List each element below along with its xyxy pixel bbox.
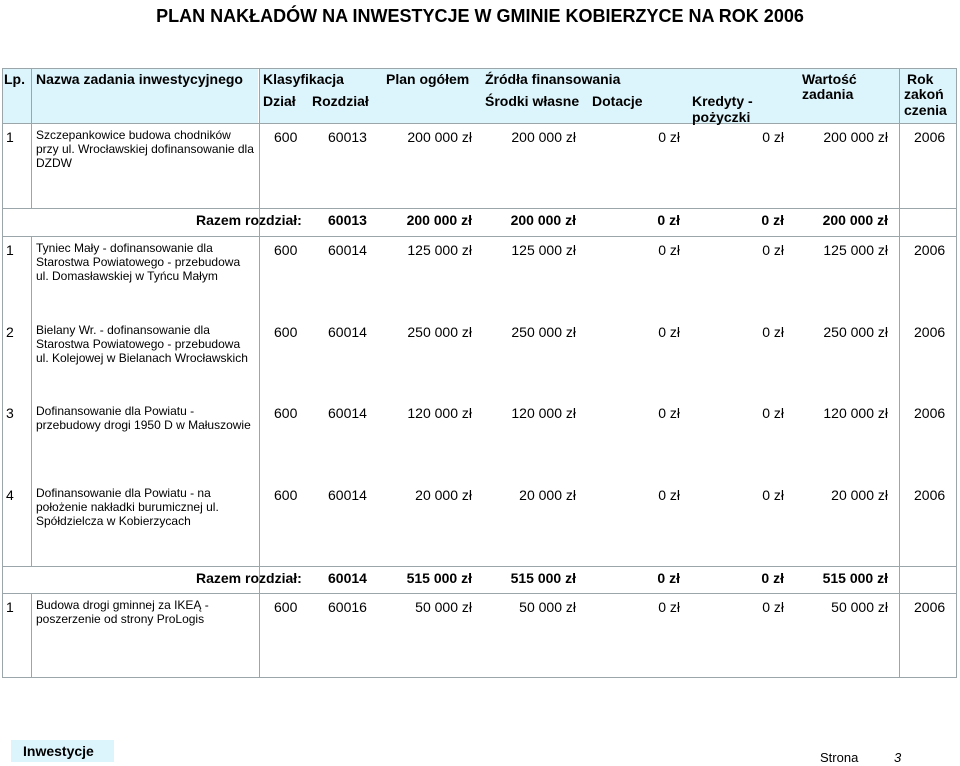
total-dotacje: 0 zł	[657, 570, 680, 586]
row-rozdzial: 60016	[328, 599, 367, 615]
row-plan: 50 000 zł	[415, 599, 472, 615]
row-dzial: 600	[274, 324, 298, 340]
grid-line	[2, 123, 957, 124]
total-plan: 200 000 zł	[406, 212, 472, 228]
row-srodki: 200 000 zł	[511, 129, 576, 145]
row-dotacje: 0 zł	[658, 242, 680, 258]
row-rozdzial: 60014	[328, 487, 367, 503]
header-wartosc-1: Wartość	[802, 71, 857, 87]
total-rozdzial: 60013	[328, 212, 367, 228]
row-dzial: 600	[274, 405, 298, 421]
page-number: 3	[894, 750, 902, 765]
sheet-tab-inwestycje[interactable]: Inwestycje	[11, 740, 114, 762]
row-name: Bielany Wr. - dofinansowanie dla Starostwa Powiatowego - przebudowa ul. Kolejowej w Bielanach Wrocławskich	[36, 323, 248, 365]
row-wartosc: 120 000 zł	[823, 405, 888, 421]
row-lp: 1	[6, 242, 14, 258]
header-rok-1: Rok	[907, 71, 934, 87]
grid-line	[2, 593, 957, 594]
row-wartosc: 250 000 zł	[823, 324, 888, 340]
row-name: Budowa drogi gminnej za IKEĄ - poszerzenie od strony ProLogis	[36, 598, 209, 626]
row-name: Dofinansowanie dla Powiatu - na położenie nakładki burumicznej ul. Spółdzielcza w Kobierzycach	[36, 486, 219, 528]
row-kredyty: 0 zł	[762, 487, 784, 503]
row-kredyty: 0 zł	[762, 599, 784, 615]
grid-line	[2, 236, 957, 237]
row-rozdzial: 60014	[328, 324, 367, 340]
row-kredyty: 0 zł	[762, 405, 784, 421]
row-lp: 2	[6, 324, 14, 340]
row-plan: 200 000 zł	[407, 129, 472, 145]
page-label: Strona	[820, 750, 859, 765]
row-dotacje: 0 zł	[658, 487, 680, 503]
grid-line	[2, 566, 957, 567]
row-dzial: 600	[274, 242, 298, 258]
header-lp: Lp.	[4, 71, 25, 87]
grid-line	[31, 236, 32, 566]
investment-table	[2, 68, 957, 678]
row-kredyty: 0 zł	[762, 129, 784, 145]
total-srodki: 200 000 zł	[510, 212, 576, 228]
row-srodki: 125 000 zł	[511, 242, 576, 258]
row-plan: 120 000 zł	[407, 405, 472, 421]
row-kredyty: 0 zł	[762, 324, 784, 340]
row-kredyty: 0 zł	[762, 242, 784, 258]
row-srodki: 50 000 zł	[519, 599, 576, 615]
total-wartosc: 200 000 zł	[822, 212, 888, 228]
row-name: Dofinansowanie dla Powiatu - przebudowy drogi 1950 D w Małuszowie	[36, 404, 251, 432]
header-wartosc-2: zadania	[802, 86, 854, 102]
row-wartosc: 20 000 zł	[831, 487, 888, 503]
row-rozdzial: 60014	[328, 405, 367, 421]
header-kredyty-1: Kredyty -	[692, 93, 753, 109]
grid-line	[2, 208, 957, 209]
total-rozdzial: 60014	[328, 570, 367, 586]
header-kredyty-2: pożyczki	[692, 109, 751, 125]
row-wartosc: 200 000 zł	[823, 129, 888, 145]
header-klasyfikacja: Klasyfikacja	[263, 71, 344, 87]
grid-line	[2, 68, 957, 69]
row-rok: 2006	[914, 599, 946, 615]
row-dotacje: 0 zł	[658, 599, 680, 615]
header-zrodla: Źródła finansowania	[485, 71, 621, 87]
total-dotacje: 0 zł	[657, 212, 680, 228]
row-dzial: 600	[274, 129, 298, 145]
row-rok: 2006	[914, 324, 946, 340]
header-dotacje: Dotacje	[592, 93, 643, 109]
grid-line	[31, 593, 32, 678]
grid-line	[899, 68, 900, 678]
row-plan: 20 000 zł	[415, 487, 472, 503]
header-name: Nazwa zadania inwestycyjnego	[36, 71, 243, 87]
grid-line	[259, 68, 260, 678]
grid-line	[956, 68, 957, 678]
header-rok-3: czenia	[904, 102, 947, 118]
header-srodki: Środki własne	[485, 93, 580, 109]
total-label: Razem rozdział:	[196, 570, 302, 586]
row-rozdzial: 60014	[328, 242, 367, 258]
row-rok: 2006	[914, 242, 946, 258]
row-wartosc: 125 000 zł	[823, 242, 888, 258]
row-plan: 125 000 zł	[407, 242, 472, 258]
total-wartosc: 515 000 zł	[822, 570, 888, 586]
total-plan: 515 000 zł	[406, 570, 472, 586]
total-label: Razem rozdział:	[196, 212, 302, 228]
row-lp: 1	[6, 599, 14, 615]
header-dzial: Dział	[263, 93, 296, 109]
row-srodki: 250 000 zł	[511, 324, 576, 340]
grid-line	[31, 68, 32, 208]
total-kredyty: 0 zł	[761, 570, 784, 586]
header-rozdzial: Rozdział	[312, 93, 369, 109]
row-rozdzial: 60013	[328, 129, 367, 145]
row-lp: 3	[6, 405, 14, 421]
row-srodki: 120 000 zł	[511, 405, 576, 421]
row-lp: 4	[6, 487, 14, 503]
grid-line	[2, 68, 3, 678]
row-rok: 2006	[914, 487, 946, 503]
grid-line	[2, 677, 957, 678]
row-name: Szczepankowice budowa chodników przy ul. Wrocławskiej dofinansowanie dla DZDW	[36, 128, 254, 170]
row-dzial: 600	[274, 487, 298, 503]
total-srodki: 515 000 zł	[510, 570, 576, 586]
row-srodki: 20 000 zł	[519, 487, 576, 503]
header-rok-2: zakoń	[904, 86, 944, 102]
total-kredyty: 0 zł	[761, 212, 784, 228]
row-dotacje: 0 zł	[658, 405, 680, 421]
row-lp: 1	[6, 129, 14, 145]
row-rok: 2006	[914, 129, 946, 145]
row-rok: 2006	[914, 405, 946, 421]
header-plan: Plan ogółem	[386, 71, 470, 87]
row-name: Tyniec Mały - dofinansowanie dla Starostwa Powiatowego - przebudowa ul. Domasławskiej w Tyńcu Małym	[36, 241, 241, 283]
page-title: PLAN NAKŁADÓW NA INWESTYCJE W GMINIE KOBIERZYCE NA ROK 2006	[156, 6, 804, 26]
row-dzial: 600	[274, 599, 298, 615]
row-dotacje: 0 zł	[658, 324, 680, 340]
row-dotacje: 0 zł	[658, 129, 680, 145]
row-plan: 250 000 zł	[407, 324, 472, 340]
row-wartosc: 50 000 zł	[831, 599, 888, 615]
